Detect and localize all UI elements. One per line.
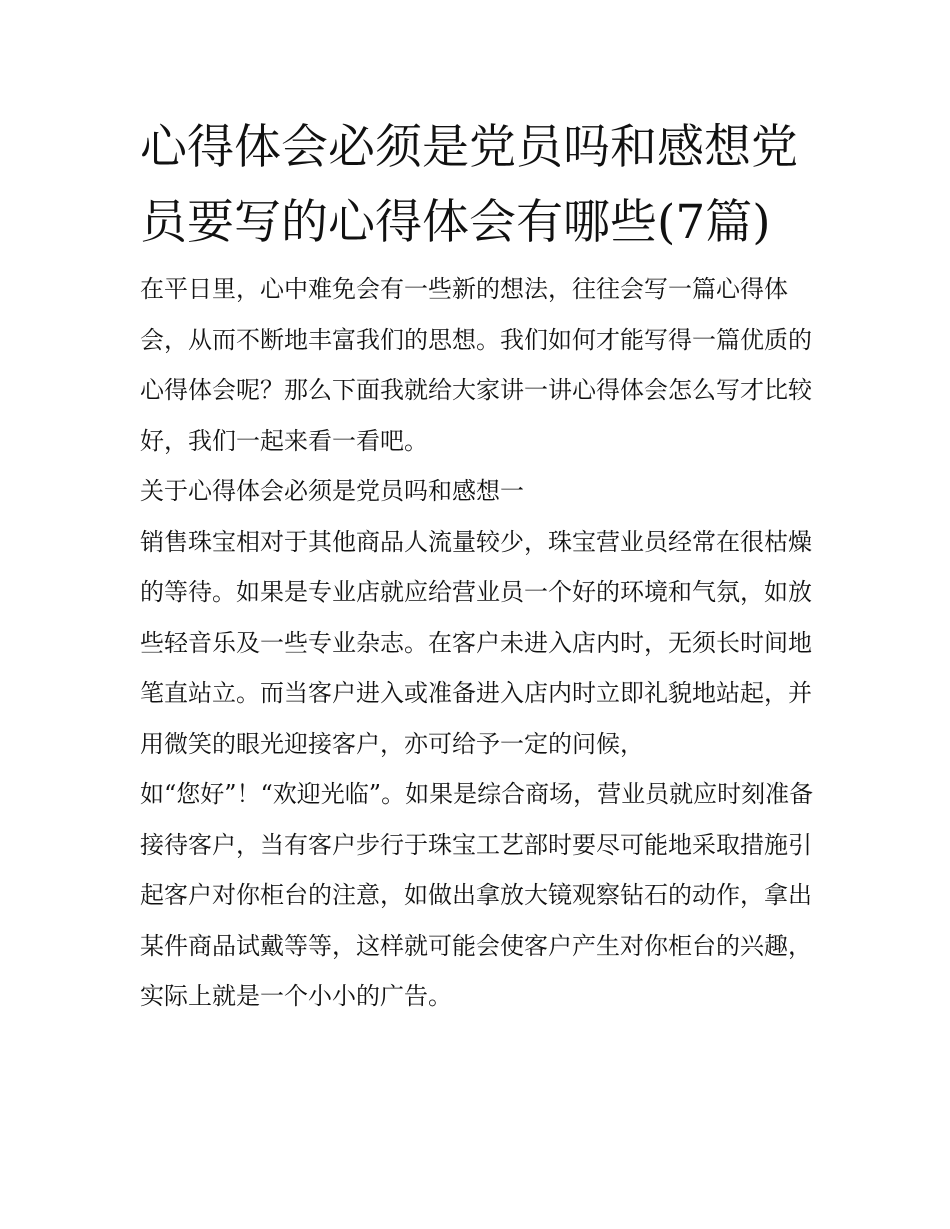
body-paragraph-2: 如“您好”！“欢迎光临”。如果是综合商场，营业员就应时刻准备接待客户，当有客户步行于珠宝工艺部时要尽可能地采取措施引起客户对你柜台的注意，如做出拿放大镜观察钻石的动作，拿出某件商品试戴等等，这样就可能会使客户产生对你柜台的兴趣，实际上就是一个小小的广告。: [140, 780, 814, 1010]
section-heading: 关于心得体会必须是党员吗和感想一: [140, 477, 524, 505]
document-title: 心得体会必须是党员吗和感想党员要写的心得体会有哪些(7篇): [140, 120, 798, 250]
intro-paragraph: 在平日里，心中难免会有一些新的想法，往往会写一篇心得体会，从而不断地丰富我们的思想。我们如何才能写得一篇优质的心得体会呢？那么下面我就给大家讲一讲心得体会怎么写才比较好，我们一起来看一看吧。: [140, 275, 812, 455]
body-paragraph-1: 销售珠宝相对于其他商品人流量较少，珠宝营业员经常在很枯燥的等待。如果是专业店就应给营业员一个好的环境和气氛，如放些轻音乐及一些专业杂志。在客户未进入店内时，无须长时间地笔直站立。而当客户进入或准备进入店内时立即礼貌地站起，并用微笑的眼光迎接客户，亦可给予一定的问候，: [140, 527, 812, 758]
document-page: [140, 110, 815, 1022]
